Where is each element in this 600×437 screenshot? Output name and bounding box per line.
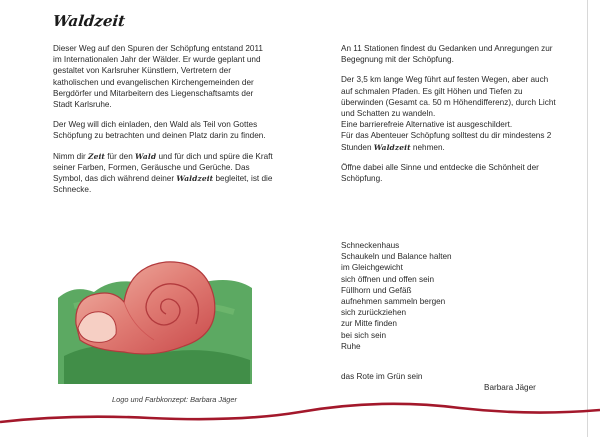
poem-line: sich zurückziehen bbox=[341, 308, 407, 318]
left-text-column bbox=[53, 43, 273, 204]
poem-line: zur Mitte finden bbox=[341, 319, 397, 329]
handwritten-word-zeit: Zeit bbox=[88, 151, 105, 161]
decorative-wave-line bbox=[0, 392, 600, 437]
handwritten-word-waldzeit: Waldzeit bbox=[176, 174, 214, 184]
handwritten-word-waldzeit: Waldzeit bbox=[373, 142, 411, 152]
poem-line: sich öffnen und offen sein bbox=[341, 274, 435, 284]
page-title: Waldzeit bbox=[52, 12, 127, 30]
poem-line: im Gleichgewicht bbox=[341, 263, 403, 273]
snail-shell-illustration bbox=[54, 236, 254, 386]
intro-paragraph: Dieser Weg auf den Spuren der Schöpfung entstand 2011 im Internationalen Jahr der Wälder. Er wurde geplant und gestaltet von Karlsruher Künstlern, Vertretern der katholischen und evangelischen Kirchengemeinden der Bergdörfer und Mitarbeitern des Liegenschaftsamts der Stadt Karlsruhe. bbox=[53, 44, 263, 110]
duration-text-end: nehmen. bbox=[410, 142, 445, 152]
text-run: Nimm dir bbox=[53, 151, 89, 161]
poem-line: bei sich sein bbox=[341, 330, 387, 340]
text-run: begleitet, ist die Schnecke. bbox=[53, 174, 273, 195]
invitation-paragraph: Der Weg will dich einladen, den Wald als Teil von Gottes Schöpfung zu betrachten und deinen Platz darin zu finden. bbox=[53, 120, 266, 141]
poem-final-line: das Rote im Grün sein bbox=[341, 372, 423, 381]
accessibility-text: Eine barrierefreie Alternative ist ausgeschildert. bbox=[341, 120, 513, 130]
route-text: Der 3,5 km lange Weg führt auf festen Wegen, aber auch auf schmalen Pfaden. Es gilt Höhen und Tiefen zu überwinden (Gesamt ca. 50 m Höhendifferenz), durch Licht und Schatten zu wandeln. bbox=[341, 75, 556, 119]
page-edge-divider bbox=[587, 0, 588, 437]
poem-line: aufnehmen sammeln bergen bbox=[341, 297, 446, 307]
poem-author: Barbara Jäger bbox=[484, 383, 536, 392]
senses-paragraph bbox=[53, 151, 273, 196]
text-run: für den bbox=[105, 151, 136, 161]
poem-line: Schneckenhaus bbox=[341, 241, 400, 250]
route-paragraph bbox=[341, 74, 556, 152]
illustration-caption: Logo und Farbkonzept: Barbara Jäger bbox=[112, 395, 237, 404]
handwritten-word-wald: Wald bbox=[135, 151, 157, 161]
poem-line: Füllhorn und Gefäß bbox=[341, 285, 412, 295]
right-text-column bbox=[341, 43, 556, 193]
stations-paragraph: An 11 Stationen findest du Gedanken und Anregungen zur Begegnung mit der Schöpfung. bbox=[341, 44, 553, 65]
duration-text: Für das Abenteuer Schöpfung solltest du dir mindestens 2 Stunden bbox=[341, 131, 552, 152]
senses-open-paragraph: Öffne dabei alle Sinne und entdecke die Schönheit der Schöpfung. bbox=[341, 162, 539, 184]
poem bbox=[341, 240, 452, 352]
poem-line: Schaukeln und Balance halten bbox=[341, 252, 452, 262]
text-run: und für dich und spüre die Kraft seiner Farben, Formen, Geräusche und Gerüche. Das Symbol, das dich während deiner bbox=[53, 151, 273, 184]
poem-line: Ruhe bbox=[341, 341, 361, 351]
